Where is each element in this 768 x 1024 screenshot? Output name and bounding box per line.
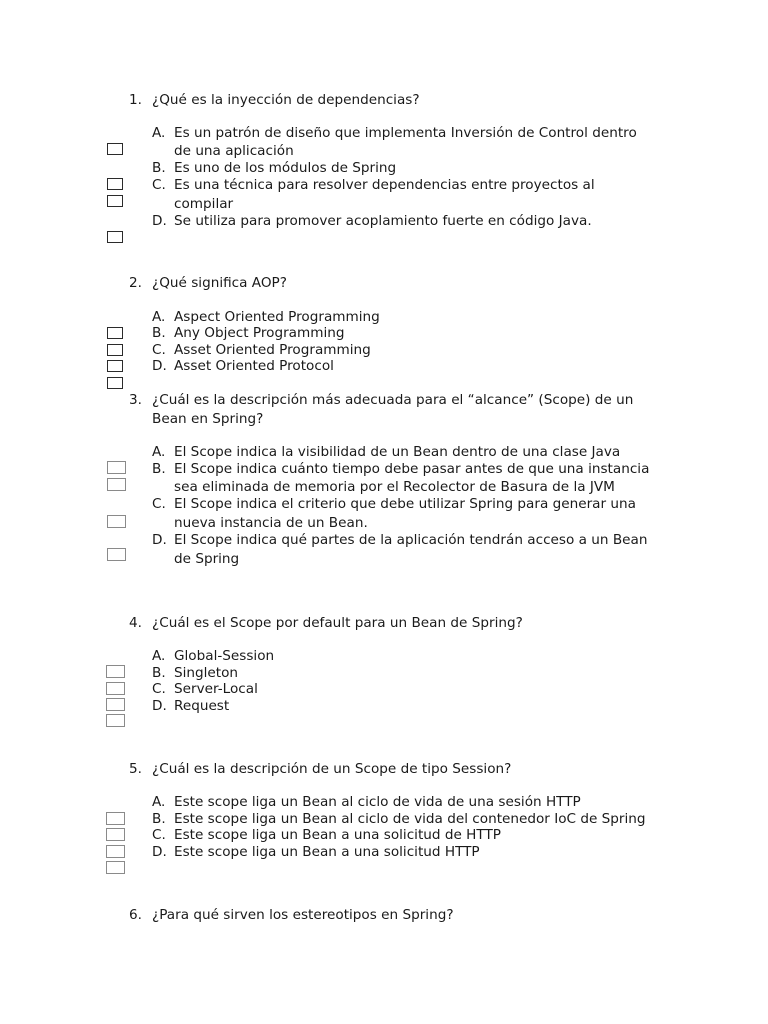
option-label: A.: [152, 648, 166, 664]
option-text: Es una técnica para resolver dependencias entre proyectos al: [174, 177, 595, 193]
option-text: Asset Oriented Programming: [174, 342, 371, 358]
answer-checkbox[interactable]: [107, 461, 126, 474]
option-text: Este scope liga un Bean al ciclo de vida de una sesión HTTP: [174, 794, 581, 810]
option-label: C.: [152, 681, 166, 697]
question-number: 2.: [129, 275, 142, 291]
option-text: Este scope liga un Bean al ciclo de vida del contenedor IoC de Spring: [174, 811, 646, 827]
answer-checkbox[interactable]: [107, 377, 123, 389]
option-text: Asset Oriented Protocol: [174, 358, 334, 374]
option-label: A.: [152, 444, 166, 460]
question-text: ¿Qué es la inyección de dependencias?: [152, 92, 420, 108]
answer-checkbox[interactable]: [107, 143, 123, 155]
option-label: C.: [152, 342, 166, 358]
option-label: A.: [152, 309, 166, 325]
option-text: El Scope indica qué partes de la aplicación tendrán acceso a un Bean: [174, 532, 648, 548]
option-text: Global-Session: [174, 648, 275, 664]
answer-checkbox[interactable]: [107, 195, 123, 207]
question-number: 6.: [129, 907, 142, 923]
option-text: nueva instancia de un Bean.: [174, 515, 368, 531]
question-number: 3.: [129, 392, 142, 408]
answer-checkbox[interactable]: [107, 178, 123, 190]
option-text: Any Object Programming: [174, 325, 345, 341]
option-label: A.: [152, 794, 166, 810]
option-label: D.: [152, 844, 167, 860]
option-text: sea eliminada de memoria por el Recolector de Basura de la JVM: [174, 479, 615, 495]
option-text: El Scope indica el criterio que debe utilizar Spring para generar una: [174, 496, 636, 512]
option-label: C.: [152, 496, 166, 512]
option-text: Es un patrón de diseño que implementa Inversión de Control dentro: [174, 125, 637, 141]
question-number: 4.: [129, 615, 142, 631]
question-number: 1.: [129, 92, 142, 108]
answer-checkbox[interactable]: [106, 861, 125, 874]
option-text: compilar: [174, 196, 234, 212]
answer-checkbox[interactable]: [106, 714, 125, 727]
option-text: de una aplicación: [174, 143, 294, 159]
option-text: El Scope indica cuánto tiempo debe pasar antes de que una instancia: [174, 461, 650, 477]
option-text: Se utiliza para promover acoplamiento fuerte en código Java.: [174, 213, 592, 229]
question-text: ¿Cuál es el Scope por default para un Bean de Spring?: [152, 615, 523, 631]
option-label: D.: [152, 532, 167, 548]
question-text: Bean en Spring?: [152, 411, 264, 427]
option-text: de Spring: [174, 551, 240, 567]
answer-checkbox[interactable]: [107, 231, 123, 243]
option-label: B.: [152, 325, 166, 341]
option-text: Server-Local: [174, 681, 258, 697]
option-label: B.: [152, 811, 166, 827]
answer-checkbox[interactable]: [106, 845, 125, 858]
answer-checkbox[interactable]: [106, 812, 125, 825]
answer-checkbox[interactable]: [107, 344, 123, 356]
question-text: ¿Qué significa AOP?: [152, 275, 287, 291]
answer-checkbox[interactable]: [106, 698, 125, 711]
answer-checkbox[interactable]: [107, 478, 126, 491]
option-text: Este scope liga un Bean a una solicitud de HTTP: [174, 827, 501, 843]
question-text: ¿Para qué sirven los estereotipos en Spring?: [152, 907, 454, 923]
option-label: B.: [152, 665, 166, 681]
option-label: A.: [152, 125, 166, 141]
answer-checkbox[interactable]: [106, 682, 125, 695]
option-label: B.: [152, 461, 166, 477]
option-text: Aspect Oriented Programming: [174, 309, 380, 325]
answer-checkbox[interactable]: [107, 360, 123, 372]
option-text: Request: [174, 698, 230, 714]
option-text: El Scope indica la visibilidad de un Bean dentro de una clase Java: [174, 444, 621, 460]
option-label: C.: [152, 827, 166, 843]
option-text: Es uno de los módulos de Spring: [174, 160, 397, 176]
question-text: ¿Cuál es la descripción de un Scope de tipo Session?: [152, 761, 512, 777]
answer-checkbox[interactable]: [107, 548, 126, 561]
option-label: C.: [152, 177, 166, 193]
option-text: Singleton: [174, 665, 239, 681]
answer-checkbox[interactable]: [106, 665, 125, 678]
option-label: D.: [152, 698, 167, 714]
option-label: D.: [152, 213, 167, 229]
option-label: D.: [152, 358, 167, 374]
answer-checkbox[interactable]: [107, 327, 123, 339]
option-text: Este scope liga un Bean a una solicitud HTTP: [174, 844, 480, 860]
question-text: ¿Cuál es la descripción más adecuada para el “alcance” (Scope) de un: [152, 392, 634, 408]
question-number: 5.: [129, 761, 142, 777]
option-label: B.: [152, 160, 166, 176]
answer-checkbox[interactable]: [106, 828, 125, 841]
answer-checkbox[interactable]: [107, 515, 126, 528]
